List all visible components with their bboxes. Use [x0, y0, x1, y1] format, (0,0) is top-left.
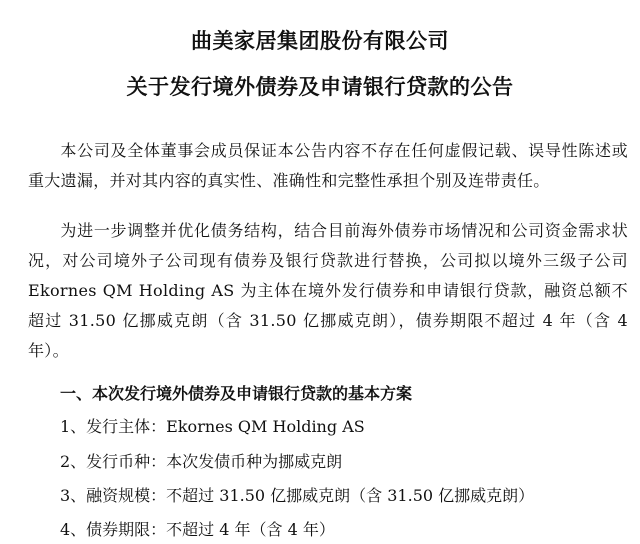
disclaimer-text: 本公司及全体董事会成员保证本公告内容不存在任何虚假记载、误导性陈述或重大遗漏，并对其内容的真实性、准确性和完整性承担个别及连带责任。 — [28, 141, 628, 190]
intro-text: 为进一步调整并优化债务结构，结合目前海外债券市场情况和公司资金需求状况，对公司境外子公司现有债券及银行贷款进行替换，公司拟以境外三级子公司 Ekornes QM Holding AS 为主体在境外发行债券和申请银行贷款，融资总额不超过 31.50 亿挪威克朗（含 31.50 亿挪威克朗），债券期限不超过 4 年（含 4 年）。 — [28, 221, 628, 360]
plan-item-issuer: 1、发行主体：Ekornes QM Holding AS — [60, 417, 365, 436]
plan-item-scale: 3、融资规模：不超过 31.50 亿挪威克朗（含 31.50 亿挪威克朗） — [60, 486, 535, 505]
plan-item-currency: 2、发行币种：本次发债币种为挪威克朗 — [60, 452, 343, 471]
disclaimer-paragraph — [28, 136, 628, 196]
section-heading: 一、本次发行境外债券及申请银行贷款的基本方案 — [60, 384, 413, 403]
plan-item-term: 4、债券期限：不超过 4 年（含 4 年） — [60, 520, 335, 539]
intro-paragraph — [28, 216, 628, 366]
company-title: 曲美家居集团股份有限公司 — [191, 29, 449, 53]
announcement-title: 关于发行境外债券及申请银行贷款的公告 — [126, 75, 514, 99]
